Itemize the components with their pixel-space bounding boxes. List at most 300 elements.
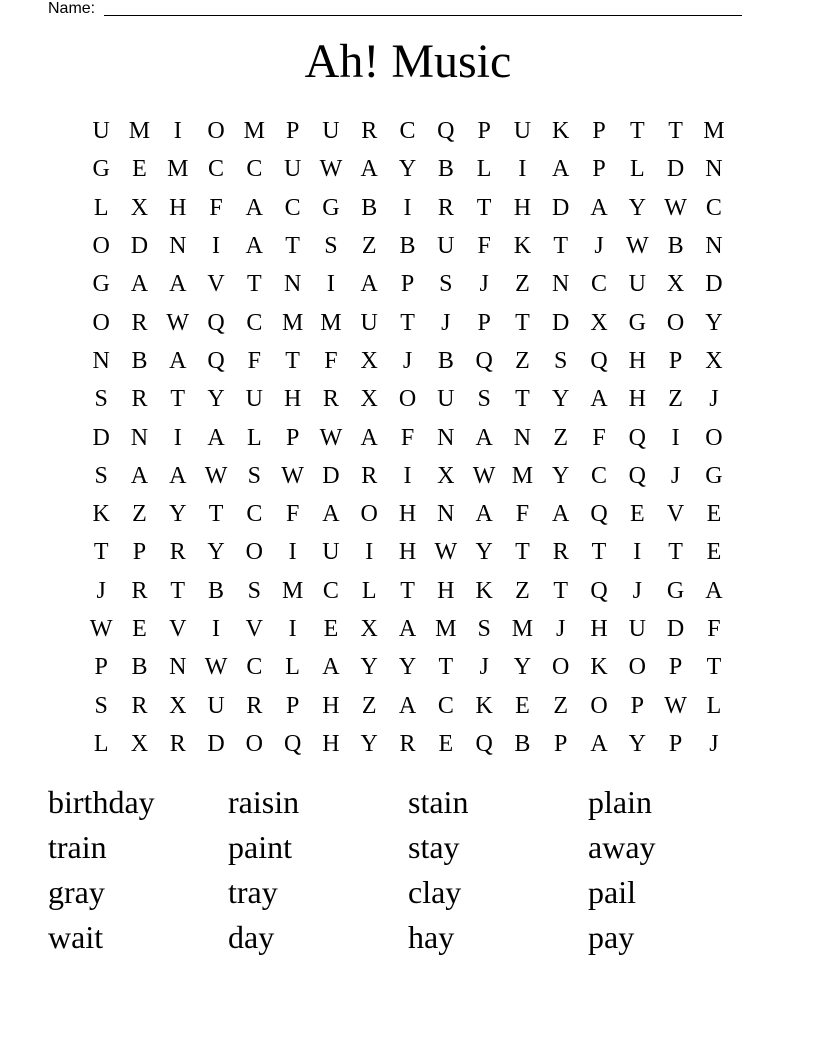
grid-letter[interactable]: Y (398, 654, 417, 681)
grid-letter[interactable]: T (629, 118, 645, 145)
grid-letter[interactable]: F (707, 616, 721, 642)
grid-letter[interactable]: P (132, 539, 147, 566)
grid-letter[interactable]: Q (628, 462, 646, 489)
grid-letter[interactable]: Y (513, 654, 532, 681)
grid-letter[interactable]: I (173, 118, 182, 145)
grid-letter[interactable]: H (283, 386, 302, 413)
grid-letter[interactable]: S (94, 462, 108, 489)
grid-letter[interactable]: A (360, 156, 378, 183)
grid-letter[interactable]: O (207, 118, 225, 145)
grid-letter[interactable]: V (207, 271, 225, 298)
grid-letter[interactable]: D (552, 194, 570, 221)
grid-letter[interactable]: U (322, 539, 340, 566)
grid-letter[interactable]: T (208, 501, 224, 528)
grid-letter[interactable]: N (513, 424, 532, 451)
grid-letter[interactable]: A (207, 424, 225, 451)
grid-letter[interactable]: T (515, 386, 530, 413)
grid-letter[interactable]: D (207, 730, 225, 757)
grid-letter[interactable]: U (360, 309, 378, 336)
grid-letter[interactable]: D (552, 309, 570, 336)
grid-letter[interactable]: S (439, 271, 453, 298)
grid-letter[interactable]: E (629, 501, 645, 528)
grid-letter[interactable]: U (207, 692, 225, 719)
grid-letter[interactable]: T (285, 233, 300, 260)
grid-letter[interactable]: C (322, 577, 339, 604)
grid-letter[interactable]: D (666, 616, 685, 642)
grid-letter[interactable]: I (173, 424, 182, 451)
grid-letter[interactable]: R (246, 692, 263, 719)
grid-row (82, 648, 734, 686)
grid-letter[interactable]: Y (552, 386, 570, 413)
grid-letter[interactable]: U (437, 386, 455, 413)
grid-letter[interactable]: B (208, 577, 225, 604)
grid-letter[interactable]: M (703, 118, 725, 145)
grid-letter[interactable]: U (513, 118, 532, 145)
grid-letter[interactable]: R (361, 462, 378, 489)
grid-letter[interactable]: Y (360, 654, 378, 681)
grid-letter[interactable]: J (96, 577, 106, 604)
grid-letter[interactable]: C (591, 462, 608, 489)
grid-letter[interactable]: M (320, 309, 342, 336)
grid-letter[interactable]: Q (628, 424, 646, 451)
grid-letter[interactable]: R (361, 118, 378, 145)
grid-letter[interactable]: A (245, 194, 263, 221)
grid-letter[interactable]: B (131, 347, 148, 374)
grid-letter[interactable]: H (590, 616, 608, 642)
grid-letter[interactable]: Q (590, 347, 608, 374)
grid-letter[interactable]: I (288, 616, 297, 642)
grid-letter[interactable]: N (130, 424, 149, 451)
grid-letter[interactable]: X (666, 271, 685, 298)
grid-letter[interactable]: C (591, 271, 608, 298)
grid-letter[interactable]: R (437, 194, 454, 221)
grid-letter[interactable]: S (477, 386, 491, 413)
grid-letter[interactable]: X (360, 386, 378, 413)
grid-letter[interactable]: L (247, 424, 262, 451)
grid-letter[interactable]: Q (475, 347, 493, 374)
grid-letter[interactable]: Z (515, 271, 530, 298)
grid-letter[interactable]: S (324, 233, 338, 260)
grid-letter[interactable]: S (477, 616, 491, 642)
grid-letter[interactable]: N (169, 233, 187, 260)
grid-letter[interactable]: Y (475, 539, 493, 566)
grid-letter[interactable]: Q (207, 347, 225, 374)
grid-letter[interactable]: D (322, 462, 340, 489)
grid-letter[interactable]: B (361, 194, 378, 221)
grid-letter[interactable]: J (402, 347, 413, 374)
grid-letter[interactable]: U (283, 156, 302, 183)
grid-letter[interactable]: R (131, 577, 148, 604)
grid-letter[interactable]: F (285, 501, 300, 528)
grid-letter[interactable]: J (632, 577, 642, 604)
grid-letter[interactable]: Z (553, 424, 569, 451)
grid-letter[interactable]: R (131, 386, 148, 413)
word-bank-item: wait (48, 919, 104, 955)
grid-letter[interactable]: X (360, 616, 378, 642)
grid-letter[interactable]: T (668, 539, 683, 566)
grid-letter[interactable]: R (169, 730, 186, 757)
grid-letter[interactable]: W (319, 156, 343, 183)
grid-letter[interactable]: V (169, 616, 187, 642)
grid-letter[interactable]: F (209, 194, 223, 221)
grid-letter[interactable]: I (403, 462, 412, 489)
grid-letter[interactable]: O (666, 309, 685, 336)
grid-letter[interactable]: L (361, 577, 377, 604)
grid-letter[interactable]: I (212, 233, 221, 260)
grid-letter[interactable]: P (285, 692, 300, 719)
grid-letter[interactable]: F (400, 424, 415, 451)
grid-letter[interactable]: L (93, 194, 109, 221)
grid-letter[interactable]: M (511, 462, 534, 489)
grid-letter[interactable]: A (360, 424, 378, 451)
grid-letter[interactable]: C (246, 654, 263, 681)
grid-letter[interactable]: X (130, 194, 149, 221)
grid-letter[interactable]: Q (590, 501, 608, 528)
grid-letter[interactable]: T (515, 309, 530, 336)
grid-letter[interactable]: F (592, 424, 606, 451)
grid-letter[interactable]: Z (553, 692, 569, 719)
grid-letter[interactable]: U (322, 118, 340, 145)
grid-letter[interactable]: I (365, 539, 374, 566)
grid-letter[interactable]: P (630, 692, 644, 719)
grid-letter[interactable]: O (628, 654, 646, 681)
grid-letter[interactable]: X (360, 347, 378, 374)
grid-letter[interactable]: R (552, 539, 569, 566)
grid-letter[interactable]: T (400, 309, 415, 336)
word-bank-item: birthday (48, 784, 155, 820)
grid-letter[interactable]: N (705, 233, 723, 260)
grid-letter[interactable]: W (204, 462, 228, 489)
grid-letter[interactable]: M (511, 616, 534, 642)
grid-letter[interactable]: C (284, 194, 301, 221)
grid-letter[interactable]: K (475, 692, 493, 719)
grid-letter[interactable]: N (283, 271, 302, 298)
grid-letter[interactable]: N (437, 501, 455, 528)
grid-letter[interactable]: C (246, 156, 263, 183)
grid-letter[interactable]: M (281, 309, 304, 336)
grid-letter[interactable]: J (441, 309, 451, 336)
grid-letter[interactable]: V (666, 501, 685, 528)
grid-letter[interactable]: T (553, 577, 569, 604)
grid-letter[interactable]: R (399, 730, 416, 757)
grid-letter[interactable]: G (705, 462, 723, 489)
grid-letter[interactable]: T (285, 347, 300, 374)
grid-letter[interactable]: S (94, 386, 108, 413)
name-blank-line[interactable] (104, 15, 742, 16)
grid-letter[interactable]: F (324, 347, 338, 374)
grid-letter[interactable]: N (437, 424, 455, 451)
grid-letter[interactable]: O (92, 309, 110, 336)
grid-letter[interactable]: O (245, 730, 263, 757)
grid-letter[interactable]: G (322, 194, 340, 221)
grid-letter[interactable]: E (323, 616, 339, 642)
grid-letter[interactable]: S (94, 692, 108, 719)
grid-letter[interactable]: A (398, 616, 417, 642)
grid-row (82, 533, 734, 571)
grid-letter[interactable]: A (322, 654, 340, 681)
grid-letter[interactable]: M (243, 118, 265, 145)
grid-letter[interactable]: I (288, 539, 297, 566)
grid-letter[interactable]: W (434, 539, 458, 566)
grid-letter[interactable]: N (169, 654, 187, 681)
grid-letter[interactable]: P (668, 654, 683, 681)
grid-letter[interactable]: X (130, 730, 149, 757)
grid-letter[interactable]: T (170, 577, 186, 604)
grid-letter[interactable]: Q (590, 577, 608, 604)
grid-letter[interactable]: I (633, 539, 642, 566)
grid-letter[interactable]: H (322, 692, 340, 719)
grid-letter[interactable]: S (554, 347, 568, 374)
grid-letter[interactable]: Z (132, 501, 147, 528)
grid-letter[interactable]: H (628, 386, 646, 413)
grid-letter[interactable]: A (360, 271, 378, 298)
grid-letter[interactable]: B (437, 347, 454, 374)
grid-letter[interactable]: C (437, 692, 454, 719)
grid-letter[interactable]: P (592, 118, 606, 145)
grid-letter[interactable]: S (247, 462, 262, 489)
grid-letter[interactable]: W (281, 462, 304, 489)
grid-letter[interactable]: A (169, 347, 187, 374)
grid-letter[interactable]: I (326, 271, 335, 298)
word-bank-item: away (588, 829, 656, 865)
grid-letter[interactable]: R (322, 386, 339, 413)
grid-letter[interactable]: S (247, 577, 262, 604)
grid-letter[interactable]: O (705, 424, 723, 451)
grid-letter[interactable]: Y (552, 462, 570, 489)
grid-letter[interactable]: A (552, 501, 570, 528)
grid-letter[interactable]: Z (361, 233, 377, 260)
grid-letter[interactable]: P (94, 654, 108, 681)
grid-letter[interactable]: Y (628, 194, 646, 221)
grid-letter[interactable]: G (628, 309, 646, 336)
grid-letter[interactable]: K (552, 118, 570, 145)
grid-letter[interactable]: U (245, 386, 263, 413)
grid-letter[interactable]: H (437, 577, 455, 604)
grid-letter[interactable]: O (590, 692, 608, 719)
grid-letter[interactable]: H (628, 347, 646, 374)
grid-letter[interactable]: P (477, 118, 491, 145)
grid-letter[interactable]: T (438, 654, 454, 681)
grid-letter[interactable]: H (169, 194, 187, 221)
grid-letter[interactable]: W (664, 194, 687, 221)
grid-letter[interactable]: U (92, 118, 110, 145)
grid-letter[interactable]: Z (515, 347, 530, 374)
grid-letter[interactable]: T (400, 577, 415, 604)
grid-letter[interactable]: Y (705, 309, 723, 336)
grid-letter[interactable]: I (212, 616, 221, 642)
grid-letter[interactable]: H (398, 539, 417, 566)
grid-letter[interactable]: E (515, 692, 530, 719)
grid-letter[interactable]: C (399, 118, 416, 145)
grid-letter[interactable]: R (131, 692, 148, 719)
grid-letter[interactable]: P (592, 156, 606, 183)
grid-letter[interactable]: E (438, 730, 454, 757)
letter-grid (82, 112, 734, 763)
grid-letter[interactable]: F (515, 501, 530, 528)
grid-letter[interactable]: L (476, 156, 492, 183)
grid-letter[interactable]: A (245, 233, 263, 260)
grid-letter[interactable]: F (247, 347, 262, 374)
grid-letter[interactable]: I (671, 424, 680, 451)
grid-letter[interactable]: X (437, 462, 455, 489)
grid-letter[interactable]: W (472, 462, 496, 489)
grid-letter[interactable]: I (403, 194, 412, 221)
grid-letter[interactable]: E (132, 156, 147, 183)
grid-letter[interactable]: B (131, 654, 148, 681)
grid-letter[interactable]: C (246, 501, 263, 528)
grid-letter[interactable]: C (246, 309, 263, 336)
grid-letter[interactable]: H (398, 501, 417, 528)
grid-letter[interactable]: A (705, 577, 723, 604)
grid-letter[interactable]: A (130, 271, 149, 298)
grid-letter[interactable]: B (399, 233, 416, 260)
grid-letter[interactable]: J (709, 730, 719, 757)
word-bank-item: plain (588, 784, 652, 820)
grid-letter[interactable]: P (554, 730, 568, 757)
grid-letter[interactable]: G (666, 577, 685, 604)
grid-letter[interactable]: P (668, 347, 683, 374)
grid-letter[interactable]: W (166, 309, 190, 336)
grid-letter[interactable]: W (89, 616, 113, 642)
grid-letter[interactable]: A (398, 692, 417, 719)
grid-letter[interactable]: U (628, 271, 646, 298)
grid-letter[interactable]: B (667, 233, 684, 260)
grid-letter[interactable]: R (131, 309, 148, 336)
grid-letter[interactable]: R (169, 539, 186, 566)
grid-letter[interactable]: P (285, 424, 300, 451)
grid-letter[interactable]: T (591, 539, 607, 566)
grid-letter[interactable]: L (285, 654, 300, 681)
grid-letter[interactable]: P (285, 118, 300, 145)
grid-letter[interactable]: Y (360, 730, 378, 757)
grid-letter[interactable]: D (130, 233, 149, 260)
grid-letter[interactable]: J (479, 654, 489, 681)
grid-letter[interactable]: T (170, 386, 186, 413)
grid-letter[interactable]: O (92, 233, 110, 260)
grid-letter[interactable]: A (130, 462, 149, 489)
grid-letter[interactable]: Q (207, 309, 225, 336)
grid-letter[interactable]: D (92, 424, 110, 451)
grid-letter[interactable]: Z (361, 692, 377, 719)
grid-letter[interactable]: W (625, 233, 649, 260)
grid-letter[interactable]: O (245, 539, 263, 566)
grid-letter[interactable]: M (435, 616, 457, 642)
grid-letter[interactable]: J (479, 271, 489, 298)
grid-letter[interactable]: O (360, 501, 378, 528)
grid-letter[interactable]: D (666, 156, 685, 183)
grid-letter[interactable]: H (513, 194, 532, 221)
grid-letter[interactable]: A (590, 386, 608, 413)
grid-letter[interactable]: U (628, 616, 646, 642)
grid-letter[interactable]: K (513, 233, 532, 260)
grid-letter[interactable]: G (92, 156, 110, 183)
grid-letter[interactable]: Z (668, 386, 683, 413)
grid-letter[interactable]: E (132, 616, 147, 642)
grid-letter[interactable]: K (590, 654, 608, 681)
grid-letter[interactable]: N (92, 347, 110, 374)
grid-letter[interactable]: A (552, 156, 570, 183)
grid-letter[interactable]: T (553, 233, 569, 260)
grid-letter[interactable]: W (664, 692, 687, 719)
grid-row (82, 303, 734, 341)
grid-letter[interactable]: J (556, 616, 566, 642)
grid-letter[interactable]: G (92, 271, 110, 298)
grid-letter[interactable]: J (670, 462, 681, 489)
grid-letter[interactable]: Y (628, 730, 646, 757)
grid-letter[interactable]: V (245, 616, 263, 642)
grid-letter[interactable]: Q (475, 730, 493, 757)
grid-letter[interactable]: Z (515, 577, 530, 604)
grid-letter[interactable]: Q (283, 730, 302, 757)
grid-letter[interactable]: K (92, 501, 110, 528)
grid-letter[interactable]: Q (437, 118, 455, 145)
grid-letter[interactable]: A (475, 424, 493, 451)
grid-letter[interactable]: E (706, 539, 722, 566)
grid-row (82, 342, 734, 380)
grid-letter[interactable]: L (629, 156, 645, 183)
grid-letter[interactable]: A (322, 501, 340, 528)
grid-letter[interactable]: K (475, 577, 493, 604)
grid-letter[interactable]: P (668, 730, 683, 757)
grid-letter[interactable]: W (319, 424, 343, 451)
grid-letter[interactable]: L (706, 692, 722, 719)
grid-letter[interactable]: A (475, 501, 493, 528)
grid-letter[interactable]: C (705, 194, 722, 221)
grid-letter[interactable]: B (437, 156, 454, 183)
grid-row (82, 457, 734, 495)
grid-letter[interactable]: T (668, 118, 683, 145)
grid-letter[interactable]: E (706, 501, 722, 528)
grid-letter[interactable]: I (518, 156, 527, 183)
grid-letter[interactable]: W (204, 654, 228, 681)
grid-letter[interactable]: N (705, 156, 723, 183)
grid-letter[interactable]: H (322, 730, 340, 757)
grid-letter[interactable]: M (281, 577, 304, 604)
grid-letter[interactable]: P (400, 271, 415, 298)
grid-letter[interactable]: U (437, 233, 455, 260)
grid-letter[interactable]: O (552, 654, 570, 681)
grid-letter[interactable]: L (93, 730, 109, 757)
grid-letter[interactable]: N (552, 271, 570, 298)
grid-letter[interactable]: D (705, 271, 723, 298)
grid-letter[interactable]: A (590, 730, 608, 757)
grid-letter[interactable]: A (169, 462, 187, 489)
grid-letter[interactable]: X (705, 347, 723, 374)
grid-letter[interactable]: Y (398, 156, 417, 183)
grid-letter[interactable]: P (477, 309, 491, 336)
grid-letter[interactable]: C (208, 156, 225, 183)
grid-letter[interactable]: T (706, 654, 722, 681)
grid-letter[interactable]: M (128, 118, 151, 145)
grid-letter[interactable]: T (247, 271, 262, 298)
grid-letter[interactable]: Y (207, 386, 225, 413)
grid-letter[interactable]: J (709, 386, 719, 413)
grid-letter[interactable]: Y (169, 501, 187, 528)
grid-letter[interactable]: A (169, 271, 187, 298)
grid-letter[interactable]: X (590, 309, 608, 336)
grid-letter[interactable]: T (93, 539, 109, 566)
grid-letter[interactable]: T (515, 539, 530, 566)
grid-letter[interactable]: O (398, 386, 417, 413)
grid-letter[interactable]: F (477, 233, 491, 260)
grid-letter[interactable]: X (169, 692, 187, 719)
grid-letter[interactable]: Y (207, 539, 225, 566)
grid-letter[interactable]: T (476, 194, 492, 221)
grid-letter[interactable]: B (514, 730, 531, 757)
grid-letter[interactable]: J (594, 233, 604, 260)
grid-letter[interactable]: M (167, 156, 189, 183)
grid-letter[interactable]: A (590, 194, 608, 221)
